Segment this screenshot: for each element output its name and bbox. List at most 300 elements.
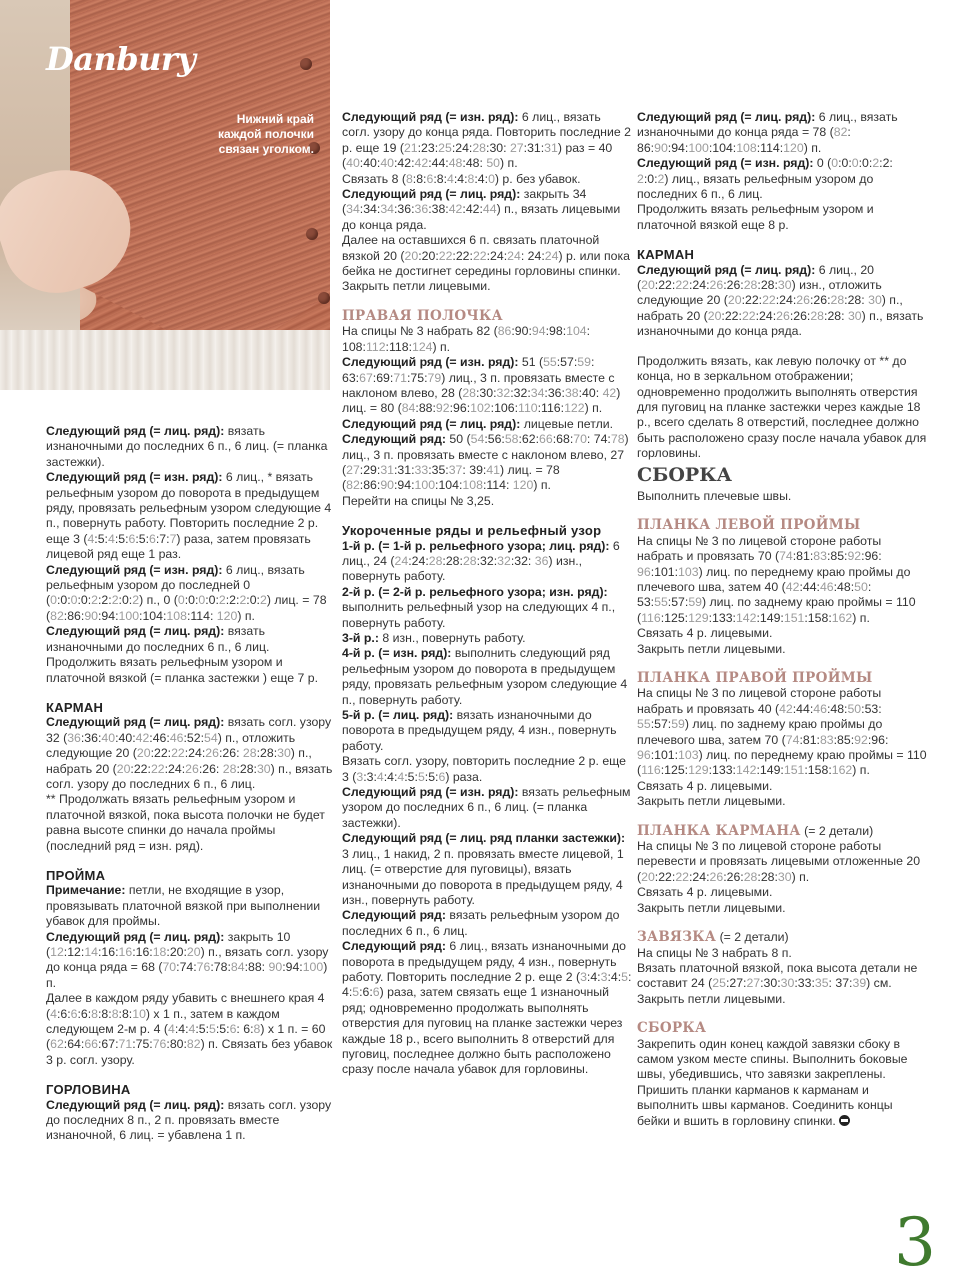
instruction-paragraph — [46, 883, 336, 929]
instruction-text: ) лиц., 3 п. провязать вместе с наклоном влево, 27 ( — [342, 432, 629, 477]
size-value: 20 — [186, 945, 201, 959]
instruction-text: 6 лиц., вязать рельефным узором до последней 0 ( — [46, 562, 305, 608]
row-label: Следующий ряд: — [342, 432, 447, 447]
instruction-text: :26: — [198, 761, 223, 776]
instruction-text: Связать 4 р. лицевыми. — [637, 778, 773, 793]
instruction-paragraph — [46, 792, 336, 854]
instruction-text: :33: — [794, 976, 815, 991]
instruction-text: ) п., отложить следующие 20 ( — [46, 730, 296, 761]
size-value: 28 — [743, 278, 758, 293]
instruction-text: :0: — [643, 171, 658, 186]
instruction-text: :114: — [186, 608, 217, 623]
size-value: 2 — [259, 593, 267, 608]
instruction-text: ) лиц. = 80 ( — [342, 385, 621, 416]
instruction-text: :4: — [586, 969, 601, 984]
vest-button — [318, 292, 330, 304]
instruction-text: :0: — [118, 593, 133, 608]
instruction-paragraph — [637, 946, 927, 961]
section-heading-text: КАРМАН — [637, 247, 695, 263]
section-heading-text: КАРМАН — [46, 699, 104, 715]
instruction-text: :116: — [537, 401, 565, 416]
instruction-text: :30: — [760, 976, 781, 991]
size-value: 70 — [162, 960, 177, 975]
instruction-text: :133: — [708, 763, 736, 778]
instruction-text: ) п. — [584, 401, 603, 416]
section-heading — [637, 671, 927, 686]
size-value: 50 — [854, 579, 868, 594]
instruction-text: :26: — [723, 278, 744, 293]
size-value: 83 — [819, 732, 834, 747]
size-value: 54 — [470, 432, 485, 447]
size-value: 3 — [600, 969, 608, 984]
instruction-text: ) п. — [237, 608, 255, 623]
caption-line: каждой полочки — [218, 127, 314, 141]
size-value: 2 — [132, 593, 140, 608]
size-value: 38 — [564, 385, 579, 400]
instruction-text: :7: — [155, 531, 170, 546]
instruction-paragraph — [637, 354, 927, 462]
size-value: 42 — [414, 156, 429, 171]
instruction-text: :26: — [723, 869, 744, 884]
size-value: 59 — [688, 595, 702, 610]
size-value: 10 — [132, 1006, 146, 1021]
instruction-text: :0: — [205, 593, 219, 608]
size-value: 4 — [167, 1022, 175, 1037]
instruction-text: ) п., набрать 20 ( — [637, 293, 903, 323]
instruction-paragraph — [46, 470, 336, 562]
size-value: 5 — [352, 985, 360, 1000]
spacer — [637, 233, 927, 247]
row-label: Следующий ряд (= лиц. ряд): — [637, 262, 816, 277]
instruction-text: ) п., вязать согл. узору до конца ряда = 68 ( — [46, 945, 329, 975]
size-value: 86 — [497, 324, 512, 339]
instruction-text: вязать изнаночными до поворота в предыдущем ряду, 4 изн., повернуть работу. — [342, 708, 617, 753]
instruction-text: :4: — [174, 1022, 189, 1037]
section-heading — [46, 1082, 336, 1097]
size-value: 2 — [872, 156, 880, 171]
photo-caption — [200, 112, 314, 157]
instruction-text: ) x 1 п. = 60 ( — [46, 1022, 326, 1052]
instruction-paragraph — [46, 930, 336, 992]
instruction-text: :0: — [56, 593, 71, 608]
spacer — [46, 854, 336, 868]
instruction-text: 6 лиц., вязать изнаночными до поворота в предыдущем ряду, 4 изн., повернуть работу. Повторить последние 2 р. еще 2 ( — [342, 939, 627, 984]
instruction-text: :34: — [359, 202, 381, 217]
instruction-text: :24: — [689, 278, 710, 293]
instruction-text: вязать изнаночными до последних 6 п., 6 лиц. Продолжить вязать рельефным узором и платочной вязкой (= планка застежки ) еще 7 р. — [46, 624, 318, 685]
row-label: 4-й р. (= изн. ряд): — [342, 646, 452, 661]
instruction-text: :22: — [721, 308, 742, 323]
instruction-paragraph — [342, 831, 632, 908]
section-heading-text: ПРАВАЯ ПОЛОЧКА — [342, 307, 503, 324]
instruction-paragraph — [342, 279, 632, 294]
size-value: 71 — [118, 1037, 133, 1052]
instruction-text: На спицы № 3 по лицевой стороне работы набрать и провязать 70 ( — [637, 533, 882, 564]
size-value: 120 — [216, 608, 238, 623]
size-value: 124 — [411, 339, 433, 354]
instruction-text: :44: — [799, 579, 820, 594]
instruction-text: закрыть 34 ( — [342, 187, 587, 217]
size-value: 79 — [427, 370, 442, 385]
size-value: 46 — [169, 730, 184, 745]
instruction-text: : 37: — [828, 976, 853, 991]
instruction-paragraph — [342, 110, 632, 172]
instruction-text: :0: — [184, 593, 199, 608]
size-value: 20 — [707, 308, 722, 323]
row-label: Следующий ряд (= изн. ряд): — [46, 470, 223, 485]
instruction-paragraph — [637, 686, 927, 778]
instruction-text: :8: — [118, 1006, 133, 1021]
section-heading-note: (= 2 детали) — [716, 930, 789, 945]
size-value: 112 — [365, 339, 386, 354]
size-value: 7 — [169, 531, 177, 546]
instruction-paragraph — [342, 187, 632, 233]
instruction-text: Связать 8 ( — [342, 171, 406, 186]
instruction-text: :98: — [545, 324, 567, 339]
size-value: 16 — [118, 945, 133, 959]
instruction-paragraph — [637, 885, 927, 900]
section-heading-note: (= 2 детали) — [800, 823, 874, 838]
size-value: 90 — [654, 140, 668, 155]
size-value: 90 — [268, 960, 283, 975]
instruction-text: :6: — [56, 1006, 71, 1021]
size-value: 25 — [712, 976, 726, 991]
section-heading-text: СБОРКА — [637, 463, 732, 486]
size-value: 30 — [868, 293, 882, 308]
instruction-text: :31: — [394, 462, 415, 477]
instruction-text: Связать 4 р. лицевыми. — [637, 626, 773, 641]
instruction-text: :28: — [256, 746, 278, 761]
instruction-text: :57: — [650, 717, 672, 732]
instruction-text: ) изн., повернуть работу. — [342, 553, 583, 584]
instruction-text: На спицы № 3 набрать 8 п. — [637, 945, 792, 960]
size-value: 36 — [67, 730, 81, 745]
instruction-text: ) п. — [500, 156, 518, 171]
instruction-text: ) п. Связать без убавок 3 р. согл. узору. — [46, 1037, 333, 1067]
size-value: 40 — [101, 730, 116, 745]
size-value: 151 — [783, 763, 805, 778]
instruction-text: ) раз = 40 ( — [342, 140, 613, 171]
size-value: 50 — [486, 156, 501, 171]
size-value: 22 — [150, 761, 165, 776]
instruction-text: :67: — [98, 1037, 119, 1052]
size-value: 108 — [736, 140, 757, 155]
instruction-text: :85: — [826, 549, 848, 564]
instruction-text: ) п. — [432, 339, 451, 354]
instruction-text: :26: — [789, 308, 811, 323]
instruction-text: Выполнить плечевые швы. — [637, 488, 792, 503]
size-value: 6 — [149, 531, 156, 546]
size-value: 30 — [777, 869, 792, 884]
size-value: 4 — [188, 1022, 196, 1037]
instruction-text: :30: — [476, 385, 497, 400]
row-label: Следующий ряд (= изн. ряд): — [342, 785, 519, 800]
instruction-text: :38: — [428, 202, 449, 217]
instruction-text: :5: — [404, 769, 418, 784]
instruction-text: ) лиц., 3 п. провязать вместе с наклоном влево, 28 ( — [342, 370, 615, 400]
instruction-text: ) лиц. = 78 ( — [46, 593, 327, 623]
instruction-text: :27: — [725, 976, 747, 991]
instruction-text: :32: — [476, 553, 498, 568]
row-label: 2-й р. (= 2-й р. рельефного узора; изн. ряд): — [342, 584, 608, 599]
instruction-text: :24: — [755, 308, 777, 323]
instruction-paragraph — [342, 754, 632, 785]
instruction-text: ) п. — [46, 960, 328, 990]
instruction-text: :101: — [650, 748, 679, 763]
instruction-text: выполнить следующий ряд рельефным узором до поворота в предыдущем ряду, провязать рельефным узором следующие 4 п., повернуть работу. — [342, 646, 628, 707]
size-value: 28 — [242, 746, 257, 761]
size-value: 36 — [414, 202, 429, 217]
instruction-text: ) п., вязать согл. узору до последних 6 п., 6 лиц. — [46, 761, 333, 791]
size-value: 66 — [84, 1037, 98, 1052]
instruction-paragraph — [637, 1037, 927, 1129]
row-label: Следующий ряд (= изн. ряд): — [637, 156, 814, 171]
section-heading — [342, 523, 632, 538]
spacer — [46, 1068, 336, 1082]
instruction-text: ) изн., отложить следующие 20 ( — [637, 278, 882, 308]
size-value: 34 — [380, 202, 394, 217]
instruction-text: :133: — [708, 610, 736, 625]
size-value: 0 — [488, 171, 495, 186]
section-heading-text: ГОРЛОВИНА — [46, 1082, 131, 1098]
instruction-paragraph — [637, 961, 927, 992]
instruction-text: ) п., вязать лицевыми до конца ряда. — [342, 202, 621, 232]
instruction-text: :57: — [556, 355, 578, 370]
size-value: 32 — [496, 385, 511, 400]
instruction-text: :158: — [804, 610, 832, 625]
size-value: 8 — [467, 171, 475, 186]
size-value: 82 — [346, 478, 360, 493]
size-value: 30 — [777, 278, 792, 293]
instruction-paragraph — [46, 991, 336, 1068]
section-heading-text: Укороченные ряды и рельефный узор — [342, 523, 602, 539]
size-value: 50 — [847, 701, 862, 716]
instruction-text: вязать согл. узору 32 ( — [46, 715, 332, 745]
instruction-text: :24: — [486, 248, 508, 263]
instruction-text: :125: — [660, 763, 689, 778]
size-value: 71 — [393, 370, 407, 385]
instruction-text: :24: — [775, 293, 797, 308]
instruction-text: :114: — [756, 140, 784, 155]
instruction-text: :22: — [654, 869, 676, 884]
size-value: 76 — [152, 1037, 167, 1052]
instruction-text: 6 лиц., 20 ( — [637, 262, 874, 293]
instruction-text: :12: — [63, 945, 85, 959]
instruction-paragraph — [342, 908, 632, 939]
instruction-text: закрыть 10 ( — [46, 929, 291, 959]
instruction-text: Закрыть петли лицевыми. — [637, 794, 786, 809]
instruction-text: ) раза, затем провязать лицевой ряд еще 1 раз. — [46, 531, 311, 562]
row-label: Следующий ряд (= лиц. ряд): — [46, 624, 225, 639]
instruction-text: :0: — [838, 156, 852, 171]
instruction-text: ) п. — [803, 140, 822, 155]
instruction-text: :149: — [756, 610, 784, 625]
instruction-paragraph — [342, 355, 632, 417]
size-value: 31 — [380, 462, 394, 477]
skirt-image — [0, 330, 330, 390]
size-value: 26 — [205, 746, 219, 761]
size-value: 34 — [346, 202, 360, 217]
instruction-text: :149: — [756, 763, 784, 778]
size-value: 8 — [91, 1006, 99, 1021]
instruction-text: :64: — [63, 1037, 85, 1052]
instruction-text: :22: — [741, 293, 763, 308]
instruction-text: :0: — [77, 593, 92, 608]
size-value: 22 — [675, 869, 689, 884]
instruction-text: 3 лиц., 1 накид, 2 п. провязать вместе лицевой, 1 лиц. (= отверстие для пуговицы), вязать изнаночными до поворота в предыдущем ряду, 4 изн., повернуть работу. — [342, 846, 624, 907]
instruction-text: :42: — [394, 156, 415, 171]
caption-line: связан уголком. — [218, 142, 314, 156]
row-label: Следующий ряд (= лиц. ряд): — [46, 424, 225, 438]
size-value: 42 — [779, 701, 793, 716]
spacer — [637, 340, 927, 354]
instruction-text: :44: — [428, 156, 449, 171]
size-value: 20 — [404, 248, 419, 263]
instruction-text: :28: — [757, 278, 778, 293]
instruction-text: : 63: — [342, 355, 595, 385]
instruction-text: :16: — [132, 945, 153, 959]
instruction-text: ) раза, затем связать еще 1 изнаночный ряд; одновременно продолжать выполнять отверстия для пуговиц на планке застежки через каждые 18 р., всего выполнить 8 отверстий для пуговиц, последнее должно быть расположено сразу после начала убавок для горловины. — [342, 985, 623, 1077]
section-heading-text: ПРОЙМА — [46, 867, 106, 883]
instruction-text: Далее на оставшихся 6 п. связать платочной вязкой 20 ( — [342, 233, 600, 263]
size-value: 26 — [796, 293, 810, 308]
instruction-text: :8: — [433, 171, 448, 186]
instruction-text: :90: — [511, 324, 532, 339]
instruction-text: вязать рельефным узором до последних 6 п., 6 лиц. — [342, 908, 620, 938]
size-value: 20 — [641, 869, 655, 884]
instruction-text: Вязать согл. узору, повторить последние 2 р. еще 3 ( — [342, 754, 626, 784]
pattern-title: Danbury — [46, 40, 196, 78]
instruction-paragraph — [342, 417, 632, 432]
size-value: 30 — [256, 761, 271, 776]
instruction-text: ) лиц., вязать рельефным узором до последних 6 п., 6 лиц. — [637, 171, 874, 202]
instruction-text: :22: — [130, 761, 151, 776]
instruction-text: :5: — [135, 531, 150, 546]
size-value: 4 — [87, 531, 95, 546]
instruction-paragraph — [637, 263, 927, 340]
instruction-text: 6 лиц., вязать согл. узору до конца ряда. Повторить последние 2 р. еще 19 ( — [342, 110, 631, 155]
instruction-text: :48: — [833, 579, 855, 594]
instruction-text: :2: — [225, 593, 240, 608]
instruction-text: :48: — [826, 701, 848, 716]
instruction-text: :6: — [77, 1006, 92, 1021]
instruction-text: :44: — [792, 701, 814, 716]
instruction-text: :6: — [359, 985, 373, 1000]
instruction-text: ) п. — [852, 610, 870, 625]
instruction-paragraph — [637, 642, 927, 657]
caption-line: Нижний край — [236, 112, 314, 126]
size-value: 12 — [50, 945, 64, 959]
instruction-text: : 74: — [586, 432, 611, 447]
instruction-text: ) лиц. по заднему краю проймы до плечевого шва, затем 70 ( — [637, 717, 883, 747]
size-value: 90 — [84, 608, 98, 623]
instruction-text: :85: — [833, 732, 855, 747]
instruction-text: : 86: — [637, 125, 851, 155]
instruction-text: 0 ( — [813, 156, 832, 171]
size-value: 0 — [198, 593, 206, 608]
instruction-text: :28: — [824, 308, 848, 323]
instruction-text: :32: — [510, 385, 531, 400]
instruction-text: :78: — [210, 960, 231, 975]
spacer — [637, 810, 927, 824]
instruction-text: Продолжить вязать, как левую полочку от ** до конца, но в зеркальном отображении; одновременно продолжить выполнять отверстия для пуговиц на планке застежки через каждые 18 р., всего сделать 8 отверстий, последнее должно быть расположено сразу после начала убавок для горловины. — [637, 353, 927, 461]
instruction-text: :81: — [799, 732, 820, 747]
size-value: 26 — [185, 761, 199, 776]
instruction-paragraph — [342, 939, 632, 1078]
instruction-text: ) п., 0 ( — [139, 593, 178, 608]
instruction-text: :42: — [462, 202, 483, 217]
size-value: 28 — [830, 293, 845, 308]
instruction-text: :28: — [757, 869, 778, 884]
instruction-paragraph — [46, 1098, 336, 1144]
size-value: 120 — [783, 140, 804, 155]
size-value: 36 — [534, 553, 549, 568]
size-value: 142 — [735, 610, 757, 625]
size-value: 37 — [448, 462, 463, 477]
size-value: 28 — [222, 761, 237, 776]
instruction-paragraph — [637, 110, 927, 156]
instruction-paragraph — [637, 156, 927, 202]
size-value: 22 — [762, 293, 776, 308]
size-value: 100 — [118, 608, 140, 623]
section-heading-text: СБОРКА — [637, 1020, 707, 1037]
size-value: 24 — [394, 553, 409, 568]
size-value: 70 — [573, 432, 587, 447]
instruction-paragraph — [46, 715, 336, 792]
instruction-text: :106: — [490, 401, 519, 416]
size-value: 30 — [847, 308, 862, 323]
instruction-text: ) р. без убавок. — [494, 171, 581, 186]
text-column-1 — [46, 424, 336, 1144]
instruction-text: :28: — [236, 761, 257, 776]
spacer — [46, 686, 336, 700]
instruction-paragraph — [637, 626, 927, 641]
row-label: Примечание: — [46, 883, 126, 898]
instruction-text: :96: — [861, 549, 882, 564]
instruction-paragraph — [637, 202, 927, 233]
instruction-text: : 4: — [342, 969, 632, 1000]
size-value: 4 — [397, 769, 405, 784]
instruction-text: :20: — [166, 945, 187, 959]
instruction-text: выполнить рельефный узор на следующих 4 п., повернуть работу. — [342, 600, 616, 630]
size-value: 100 — [688, 140, 709, 155]
instruction-text: :4: — [453, 171, 468, 186]
instruction-paragraph — [637, 779, 927, 794]
size-value: 30 — [277, 746, 291, 761]
section-heading-text: ПЛАНКА ЛЕВОЙ ПРОЙМЫ — [637, 517, 861, 534]
size-value: 4 — [447, 171, 454, 186]
instruction-text: :57: — [667, 595, 689, 610]
instruction-text: 6 лиц., вязать изнаночными до конца ряда = 78 ( — [637, 110, 898, 140]
instruction-paragraph — [342, 172, 632, 187]
instruction-text: ** Продолжать вязать рельефным узором и платочной вязкой, пока высота полочки не будет равна высоте спинки до начала проймы (последний ряд = изн. ряд). — [46, 792, 325, 853]
section-heading-text: ПЛАНКА КАРМАНА — [637, 822, 801, 839]
size-value: 28 — [810, 308, 825, 323]
instruction-text: :56: — [484, 432, 505, 447]
text-column-3 — [637, 110, 927, 1129]
instruction-text: :5: — [114, 531, 129, 546]
size-value: 55 — [654, 595, 668, 610]
size-value: 28 — [428, 553, 443, 568]
instruction-text: :86: — [63, 608, 85, 623]
size-value: 22 — [171, 746, 185, 761]
size-value: 20 — [136, 746, 151, 761]
section-heading — [637, 824, 927, 839]
size-value: 92 — [847, 549, 862, 564]
instruction-paragraph — [342, 708, 632, 754]
size-value: 27 — [746, 976, 761, 991]
size-value: 30 — [780, 976, 795, 991]
